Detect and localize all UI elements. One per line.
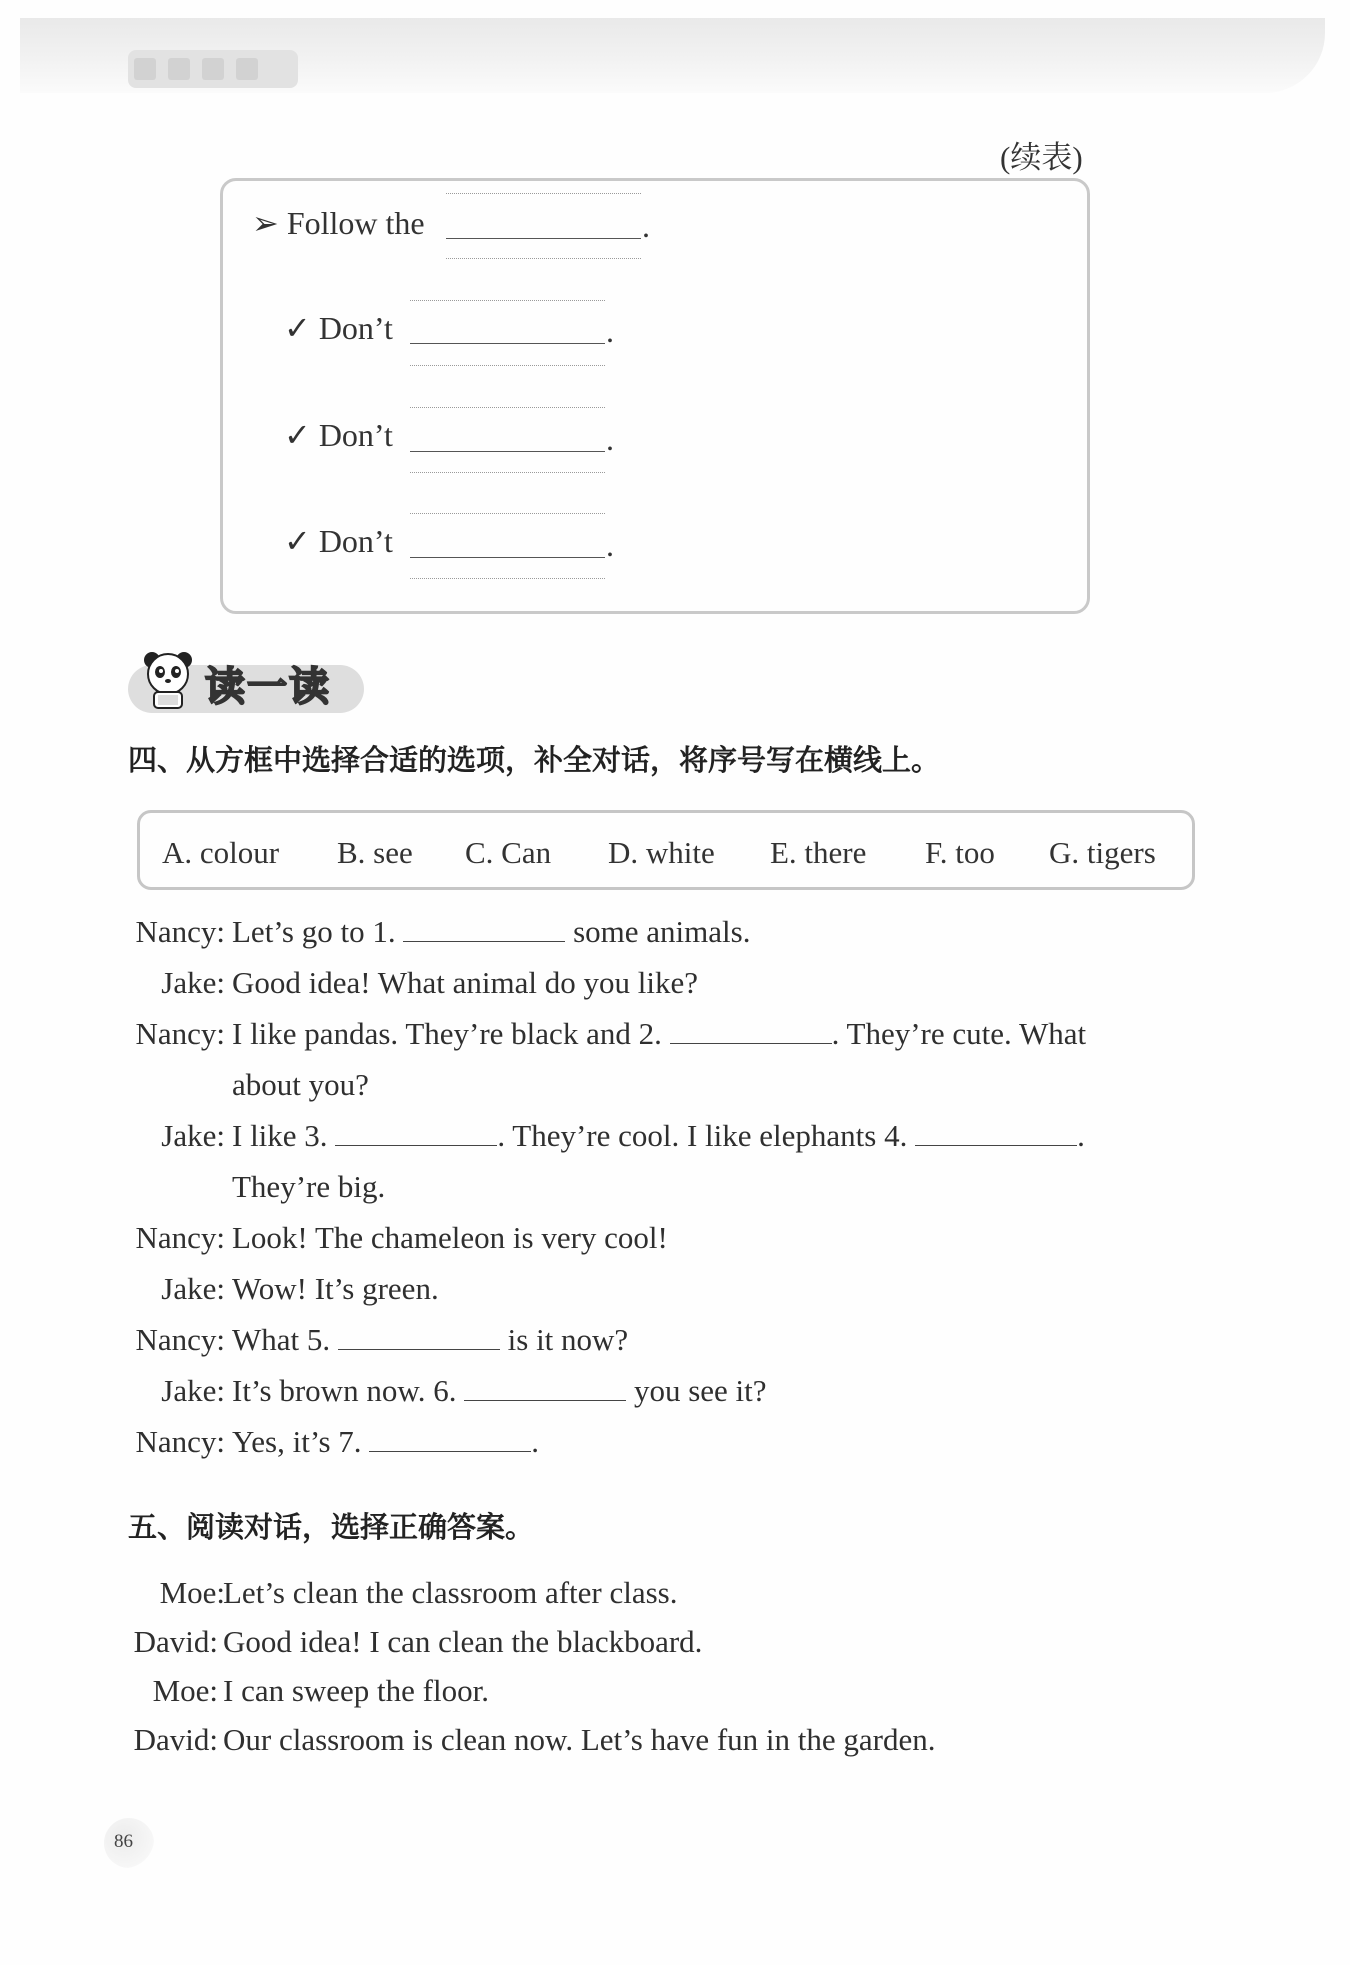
dialogue-line: Good idea! I can clean the blackboard. [223,1624,703,1659]
speaker-label: Jake: [161,1373,225,1408]
answer-blank-6[interactable] [464,1376,626,1401]
answer-blank-4[interactable] [915,1121,1077,1146]
speaker-label: Jake: [161,1118,225,1153]
checkmark-icon: ✓ [284,417,311,453]
dialogue-line: Yes, it’s 7. . [232,1424,540,1459]
dont-label: Don’t [318,523,393,559]
dont-blank-1[interactable] [410,343,605,344]
speaker-label: David: [133,1624,218,1659]
speaker-label: Jake: [161,1271,225,1306]
option-e: E. there [770,835,867,870]
speaker-label: Nancy: [135,914,225,949]
continued-label: (续表) [1000,140,1083,175]
dont-line-1 [284,309,393,347]
dialogue-line: Our classroom is clean now. Let’s have fun in the garden. [223,1722,936,1757]
dont-suffix: . [606,527,614,563]
dont-blank-3[interactable] [410,557,605,558]
panda-icon [140,648,196,712]
answer-blank-5[interactable] [338,1325,500,1350]
option-a: A. colour [162,835,280,870]
page-number: 86 [104,1818,154,1868]
speaker-label: Jake: [161,965,225,1000]
speaker-label: David: [133,1722,218,1757]
dialogue-line: What 5. is it now? [232,1322,629,1357]
checkmark-icon: ✓ [284,310,311,346]
checkmark-icon: ✓ [284,523,311,559]
dialogue-line: Good idea! What animal do you like? [232,965,699,1000]
speaker-label: Nancy: [135,1016,225,1051]
dont-label: Don’t [318,310,393,346]
dialogue-line: It’s brown now. 6. you see it? [232,1373,767,1408]
dialogue-continuation: about you? [232,1067,369,1102]
dialogue-line: I like pandas. They’re black and 2. . They’re cute. What [232,1016,1087,1051]
speaker-label: Nancy: [135,1322,225,1357]
section-title: 读一读 [205,664,331,710]
answer-blank-1[interactable] [403,917,565,942]
speaker-label: Moe: [159,1575,225,1610]
dont-line-3 [284,522,393,560]
answer-blank-2[interactable] [670,1019,832,1044]
follow-suffix: . [642,208,650,244]
dialogue-continuation: They’re big. [232,1169,386,1204]
speaker-label: Nancy: [135,1424,225,1459]
options-box [137,810,1195,890]
arrow-icon: ➢ [252,205,279,241]
option-c: C. Can [465,835,552,870]
speaker-label: Moe: [152,1673,218,1708]
dialogue-line: Let’s clean the classroom after class. [223,1575,678,1610]
option-f: F. too [925,835,995,870]
question-5-title: 五、阅读对话，选择正确答案。 [128,1510,535,1544]
dialogue-line: Let’s go to 1. some animals. [232,914,751,949]
follow-line [252,204,425,242]
question-4-title: 四、从方框中选择合适的选项，补全对话，将序号写在横线上。 [128,743,941,777]
dont-blank-2[interactable] [410,451,605,452]
dont-suffix: . [606,421,614,457]
follow-prefix: Follow the [286,205,425,241]
option-d: D. white [608,835,715,870]
header-tab [128,50,298,88]
speaker-label: Nancy: [135,1220,225,1255]
option-b: B. see [337,835,413,870]
dont-line-2 [284,416,393,454]
option-g: G. tigers [1049,835,1156,870]
dialogue-line: Wow! It’s green. [232,1271,439,1306]
dialogue-line: I can sweep the floor. [223,1673,489,1708]
answer-blank-7[interactable] [369,1427,531,1452]
dont-label: Don’t [318,417,393,453]
dont-suffix: . [606,313,614,349]
answer-blank-3[interactable] [335,1121,497,1146]
follow-blank[interactable] [446,238,641,239]
dialogue-line: Look! The chameleon is very cool! [232,1220,668,1255]
dialogue-line: I like 3. . They’re cool. I like elephants 4. . [232,1118,1085,1153]
